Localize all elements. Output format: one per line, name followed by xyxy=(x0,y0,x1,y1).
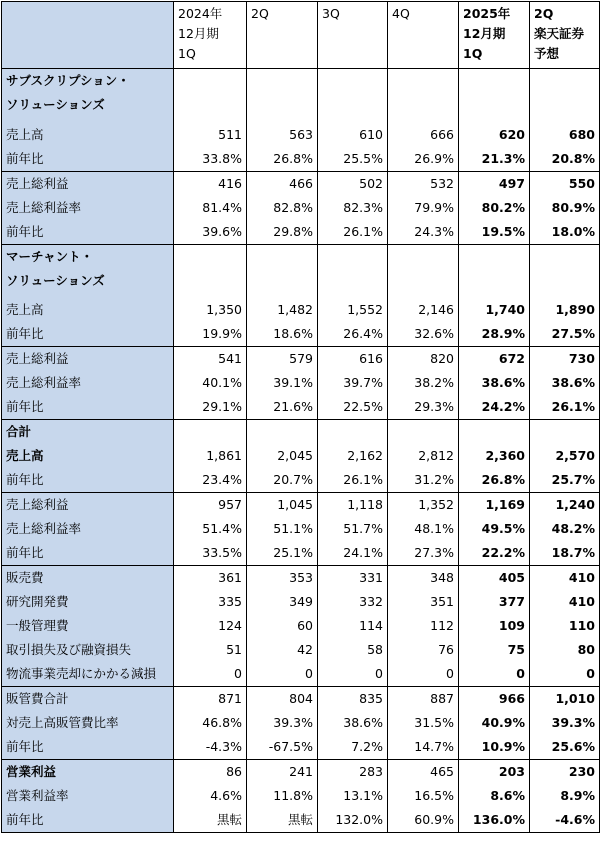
row-label: 前年比 xyxy=(2,147,174,172)
value-cell: 7.2% xyxy=(318,735,388,760)
value-cell: 39.7% xyxy=(318,371,388,395)
value-cell: 0 xyxy=(174,662,247,687)
value-cell: 230 xyxy=(530,760,600,785)
table-row xyxy=(2,147,600,172)
value-cell: 112 xyxy=(388,614,459,638)
table-body xyxy=(2,69,600,833)
value-cell: 0 xyxy=(318,662,388,687)
row-label: 売上総利益 xyxy=(2,347,174,372)
value-cell: 616 xyxy=(318,347,388,372)
value-cell: 563 xyxy=(247,123,318,147)
value-cell: 26.8% xyxy=(459,468,530,493)
value-cell: 2,146 xyxy=(388,298,459,322)
empty-cell xyxy=(459,244,530,298)
section-header-row xyxy=(2,69,600,123)
row-label: 前年比 xyxy=(2,468,174,493)
value-cell: 502 xyxy=(318,171,388,196)
table-row xyxy=(2,614,600,638)
value-cell: 2,162 xyxy=(318,444,388,468)
empty-cell xyxy=(318,420,388,445)
value-cell: -4.3% xyxy=(174,735,247,760)
row-label: 販売費 xyxy=(2,566,174,591)
value-cell: 887 xyxy=(388,687,459,712)
value-cell: 26.1% xyxy=(318,468,388,493)
value-cell: 466 xyxy=(247,171,318,196)
value-cell: 377 xyxy=(459,590,530,614)
value-cell: 25.5% xyxy=(318,147,388,172)
empty-cell xyxy=(459,420,530,445)
empty-cell xyxy=(318,244,388,298)
value-cell: 348 xyxy=(388,566,459,591)
value-cell: 42 xyxy=(247,638,318,662)
value-cell: 2,045 xyxy=(247,444,318,468)
value-cell: 16.5% xyxy=(388,784,459,808)
value-cell: 31.5% xyxy=(388,711,459,735)
table-row xyxy=(2,371,600,395)
header-corner xyxy=(2,2,174,69)
value-cell: 804 xyxy=(247,687,318,712)
row-label: 取引損失及び融資損失 xyxy=(2,638,174,662)
value-cell: 1,169 xyxy=(459,493,530,518)
value-cell: 25.1% xyxy=(247,541,318,566)
row-label: 前年比 xyxy=(2,395,174,420)
header-row xyxy=(2,2,600,69)
value-cell: 19.5% xyxy=(459,220,530,245)
value-cell: 20.8% xyxy=(530,147,600,172)
value-cell: 19.9% xyxy=(174,322,247,347)
value-cell: 21.6% xyxy=(247,395,318,420)
table-row xyxy=(2,322,600,347)
value-cell: 0 xyxy=(530,662,600,687)
row-label: 販管費合計 xyxy=(2,687,174,712)
column-header: 2025年 12月期 1Q xyxy=(459,2,530,69)
value-cell: 39.1% xyxy=(247,371,318,395)
column-header: 2Q 楽天証券 予想 xyxy=(530,2,600,69)
value-cell: 361 xyxy=(174,566,247,591)
empty-cell xyxy=(530,420,600,445)
table-row xyxy=(2,468,600,493)
value-cell: 79.9% xyxy=(388,196,459,220)
empty-cell xyxy=(174,244,247,298)
value-cell: 132.0% xyxy=(318,808,388,833)
section-header-row xyxy=(2,420,600,445)
table-row xyxy=(2,808,600,833)
value-cell: 1,240 xyxy=(530,493,600,518)
value-cell: 1,118 xyxy=(318,493,388,518)
value-cell: 黒転 xyxy=(247,808,318,833)
value-cell: 51 xyxy=(174,638,247,662)
value-cell: 51.1% xyxy=(247,517,318,541)
section-header-row xyxy=(2,244,600,298)
value-cell: 29.3% xyxy=(388,395,459,420)
empty-cell xyxy=(247,420,318,445)
value-cell: 76 xyxy=(388,638,459,662)
value-cell: 331 xyxy=(318,566,388,591)
value-cell: 4.6% xyxy=(174,784,247,808)
row-label: 前年比 xyxy=(2,541,174,566)
value-cell: 18.6% xyxy=(247,322,318,347)
value-cell: 49.5% xyxy=(459,517,530,541)
table-row xyxy=(2,687,600,712)
value-cell: 8.9% xyxy=(530,784,600,808)
value-cell: 532 xyxy=(388,171,459,196)
row-label: 前年比 xyxy=(2,808,174,833)
value-cell: 38.2% xyxy=(388,371,459,395)
section-label: サブスクリプション・ ソリューションズ xyxy=(2,69,174,123)
table-row xyxy=(2,541,600,566)
value-cell: 353 xyxy=(247,566,318,591)
value-cell: 22.2% xyxy=(459,541,530,566)
value-cell: 335 xyxy=(174,590,247,614)
value-cell: 33.5% xyxy=(174,541,247,566)
value-cell: 550 xyxy=(530,171,600,196)
value-cell: 27.3% xyxy=(388,541,459,566)
value-cell: 124 xyxy=(174,614,247,638)
value-cell: 75 xyxy=(459,638,530,662)
value-cell: 1,890 xyxy=(530,298,600,322)
table-row xyxy=(2,517,600,541)
value-cell: 28.9% xyxy=(459,322,530,347)
value-cell: 511 xyxy=(174,123,247,147)
column-header: 2024年 12月期 1Q xyxy=(174,2,247,69)
value-cell: 620 xyxy=(459,123,530,147)
value-cell: 18.0% xyxy=(530,220,600,245)
value-cell: -67.5% xyxy=(247,735,318,760)
value-cell: 51.7% xyxy=(318,517,388,541)
table-row xyxy=(2,171,600,196)
value-cell: 672 xyxy=(459,347,530,372)
value-cell: 203 xyxy=(459,760,530,785)
empty-cell xyxy=(247,244,318,298)
value-cell: 680 xyxy=(530,123,600,147)
table-row xyxy=(2,123,600,147)
table-row xyxy=(2,493,600,518)
value-cell: 465 xyxy=(388,760,459,785)
row-label: 売上総利益率 xyxy=(2,196,174,220)
value-cell: 13.1% xyxy=(318,784,388,808)
value-cell: 27.5% xyxy=(530,322,600,347)
value-cell: 29.8% xyxy=(247,220,318,245)
value-cell: 2,812 xyxy=(388,444,459,468)
row-label: 売上高 xyxy=(2,123,174,147)
value-cell: 26.1% xyxy=(318,220,388,245)
value-cell: 1,861 xyxy=(174,444,247,468)
value-cell: 966 xyxy=(459,687,530,712)
row-label: 物流事業売却にかかる減損 xyxy=(2,662,174,687)
value-cell: 1,045 xyxy=(247,493,318,518)
value-cell: 29.1% xyxy=(174,395,247,420)
column-header: 4Q xyxy=(388,2,459,69)
row-label: 研究開発費 xyxy=(2,590,174,614)
value-cell: 497 xyxy=(459,171,530,196)
value-cell: 11.8% xyxy=(247,784,318,808)
value-cell: 0 xyxy=(247,662,318,687)
value-cell: 39.3% xyxy=(247,711,318,735)
row-label: 前年比 xyxy=(2,220,174,245)
empty-cell xyxy=(388,244,459,298)
table-row xyxy=(2,735,600,760)
value-cell: 20.7% xyxy=(247,468,318,493)
value-cell: 31.2% xyxy=(388,468,459,493)
table-row xyxy=(2,220,600,245)
empty-cell xyxy=(388,420,459,445)
value-cell: 351 xyxy=(388,590,459,614)
row-label: 営業利益率 xyxy=(2,784,174,808)
value-cell: 14.7% xyxy=(388,735,459,760)
value-cell: 25.7% xyxy=(530,468,600,493)
table-row xyxy=(2,444,600,468)
value-cell: 26.4% xyxy=(318,322,388,347)
value-cell: 60.9% xyxy=(388,808,459,833)
value-cell: 40.1% xyxy=(174,371,247,395)
value-cell: 405 xyxy=(459,566,530,591)
value-cell: 51.4% xyxy=(174,517,247,541)
value-cell: 39.3% xyxy=(530,711,600,735)
value-cell: 80 xyxy=(530,638,600,662)
value-cell: 410 xyxy=(530,566,600,591)
value-cell: 58 xyxy=(318,638,388,662)
value-cell: 109 xyxy=(459,614,530,638)
value-cell: 8.6% xyxy=(459,784,530,808)
value-cell: 81.4% xyxy=(174,196,247,220)
value-cell: 21.3% xyxy=(459,147,530,172)
value-cell: 24.1% xyxy=(318,541,388,566)
value-cell: 1,740 xyxy=(459,298,530,322)
table-row xyxy=(2,711,600,735)
row-label: 売上高 xyxy=(2,444,174,468)
row-label: 前年比 xyxy=(2,735,174,760)
value-cell: 241 xyxy=(247,760,318,785)
value-cell: 1,352 xyxy=(388,493,459,518)
empty-cell xyxy=(318,69,388,123)
table-row xyxy=(2,760,600,785)
empty-cell xyxy=(174,420,247,445)
table-row xyxy=(2,662,600,687)
value-cell: 730 xyxy=(530,347,600,372)
value-cell: 666 xyxy=(388,123,459,147)
row-label: 売上総利益率 xyxy=(2,517,174,541)
value-cell: 416 xyxy=(174,171,247,196)
value-cell: 38.6% xyxy=(318,711,388,735)
value-cell: 33.8% xyxy=(174,147,247,172)
row-label: 前年比 xyxy=(2,322,174,347)
value-cell: 82.3% xyxy=(318,196,388,220)
value-cell: 10.9% xyxy=(459,735,530,760)
empty-cell xyxy=(388,69,459,123)
table-row xyxy=(2,196,600,220)
empty-cell xyxy=(530,244,600,298)
row-label: 売上総利益 xyxy=(2,171,174,196)
financial-table xyxy=(1,1,600,833)
value-cell: 32.6% xyxy=(388,322,459,347)
value-cell: 24.3% xyxy=(388,220,459,245)
value-cell: 80.2% xyxy=(459,196,530,220)
value-cell: 871 xyxy=(174,687,247,712)
value-cell: 26.1% xyxy=(530,395,600,420)
value-cell: 38.6% xyxy=(530,371,600,395)
value-cell: 82.8% xyxy=(247,196,318,220)
column-header: 2Q xyxy=(247,2,318,69)
column-header: 3Q xyxy=(318,2,388,69)
value-cell: 18.7% xyxy=(530,541,600,566)
value-cell: 23.4% xyxy=(174,468,247,493)
value-cell: 38.6% xyxy=(459,371,530,395)
value-cell: 820 xyxy=(388,347,459,372)
value-cell: 610 xyxy=(318,123,388,147)
value-cell: 86 xyxy=(174,760,247,785)
value-cell: 40.9% xyxy=(459,711,530,735)
value-cell: 25.6% xyxy=(530,735,600,760)
value-cell: 1,010 xyxy=(530,687,600,712)
row-label: 営業利益 xyxy=(2,760,174,785)
value-cell: 1,350 xyxy=(174,298,247,322)
row-label: 売上総利益 xyxy=(2,493,174,518)
value-cell: 39.6% xyxy=(174,220,247,245)
value-cell: 579 xyxy=(247,347,318,372)
value-cell: 114 xyxy=(318,614,388,638)
section-label: マーチャント・ ソリューションズ xyxy=(2,244,174,298)
table-row xyxy=(2,590,600,614)
value-cell: 410 xyxy=(530,590,600,614)
value-cell: 835 xyxy=(318,687,388,712)
value-cell: 349 xyxy=(247,590,318,614)
value-cell: 1,482 xyxy=(247,298,318,322)
empty-cell xyxy=(247,69,318,123)
table-row xyxy=(2,638,600,662)
empty-cell xyxy=(174,69,247,123)
value-cell: 110 xyxy=(530,614,600,638)
value-cell: 黒転 xyxy=(174,808,247,833)
value-cell: 26.9% xyxy=(388,147,459,172)
table-row xyxy=(2,298,600,322)
value-cell: 80.9% xyxy=(530,196,600,220)
value-cell: 26.8% xyxy=(247,147,318,172)
row-label: 売上高 xyxy=(2,298,174,322)
table-row xyxy=(2,395,600,420)
value-cell: 48.1% xyxy=(388,517,459,541)
empty-cell xyxy=(459,69,530,123)
value-cell: 46.8% xyxy=(174,711,247,735)
value-cell: 0 xyxy=(459,662,530,687)
section-label: 合計 xyxy=(2,420,174,445)
row-label: 一般管理費 xyxy=(2,614,174,638)
value-cell: 0 xyxy=(388,662,459,687)
value-cell: 2,360 xyxy=(459,444,530,468)
empty-cell xyxy=(530,69,600,123)
row-label: 対売上高販管費比率 xyxy=(2,711,174,735)
table-row xyxy=(2,347,600,372)
value-cell: 60 xyxy=(247,614,318,638)
value-cell: 283 xyxy=(318,760,388,785)
value-cell: 957 xyxy=(174,493,247,518)
value-cell: 48.2% xyxy=(530,517,600,541)
table-row xyxy=(2,784,600,808)
table-row xyxy=(2,566,600,591)
row-label: 売上総利益率 xyxy=(2,371,174,395)
value-cell: 2,570 xyxy=(530,444,600,468)
value-cell: 1,552 xyxy=(318,298,388,322)
value-cell: 24.2% xyxy=(459,395,530,420)
value-cell: -4.6% xyxy=(530,808,600,833)
value-cell: 541 xyxy=(174,347,247,372)
value-cell: 332 xyxy=(318,590,388,614)
value-cell: 136.0% xyxy=(459,808,530,833)
value-cell: 22.5% xyxy=(318,395,388,420)
